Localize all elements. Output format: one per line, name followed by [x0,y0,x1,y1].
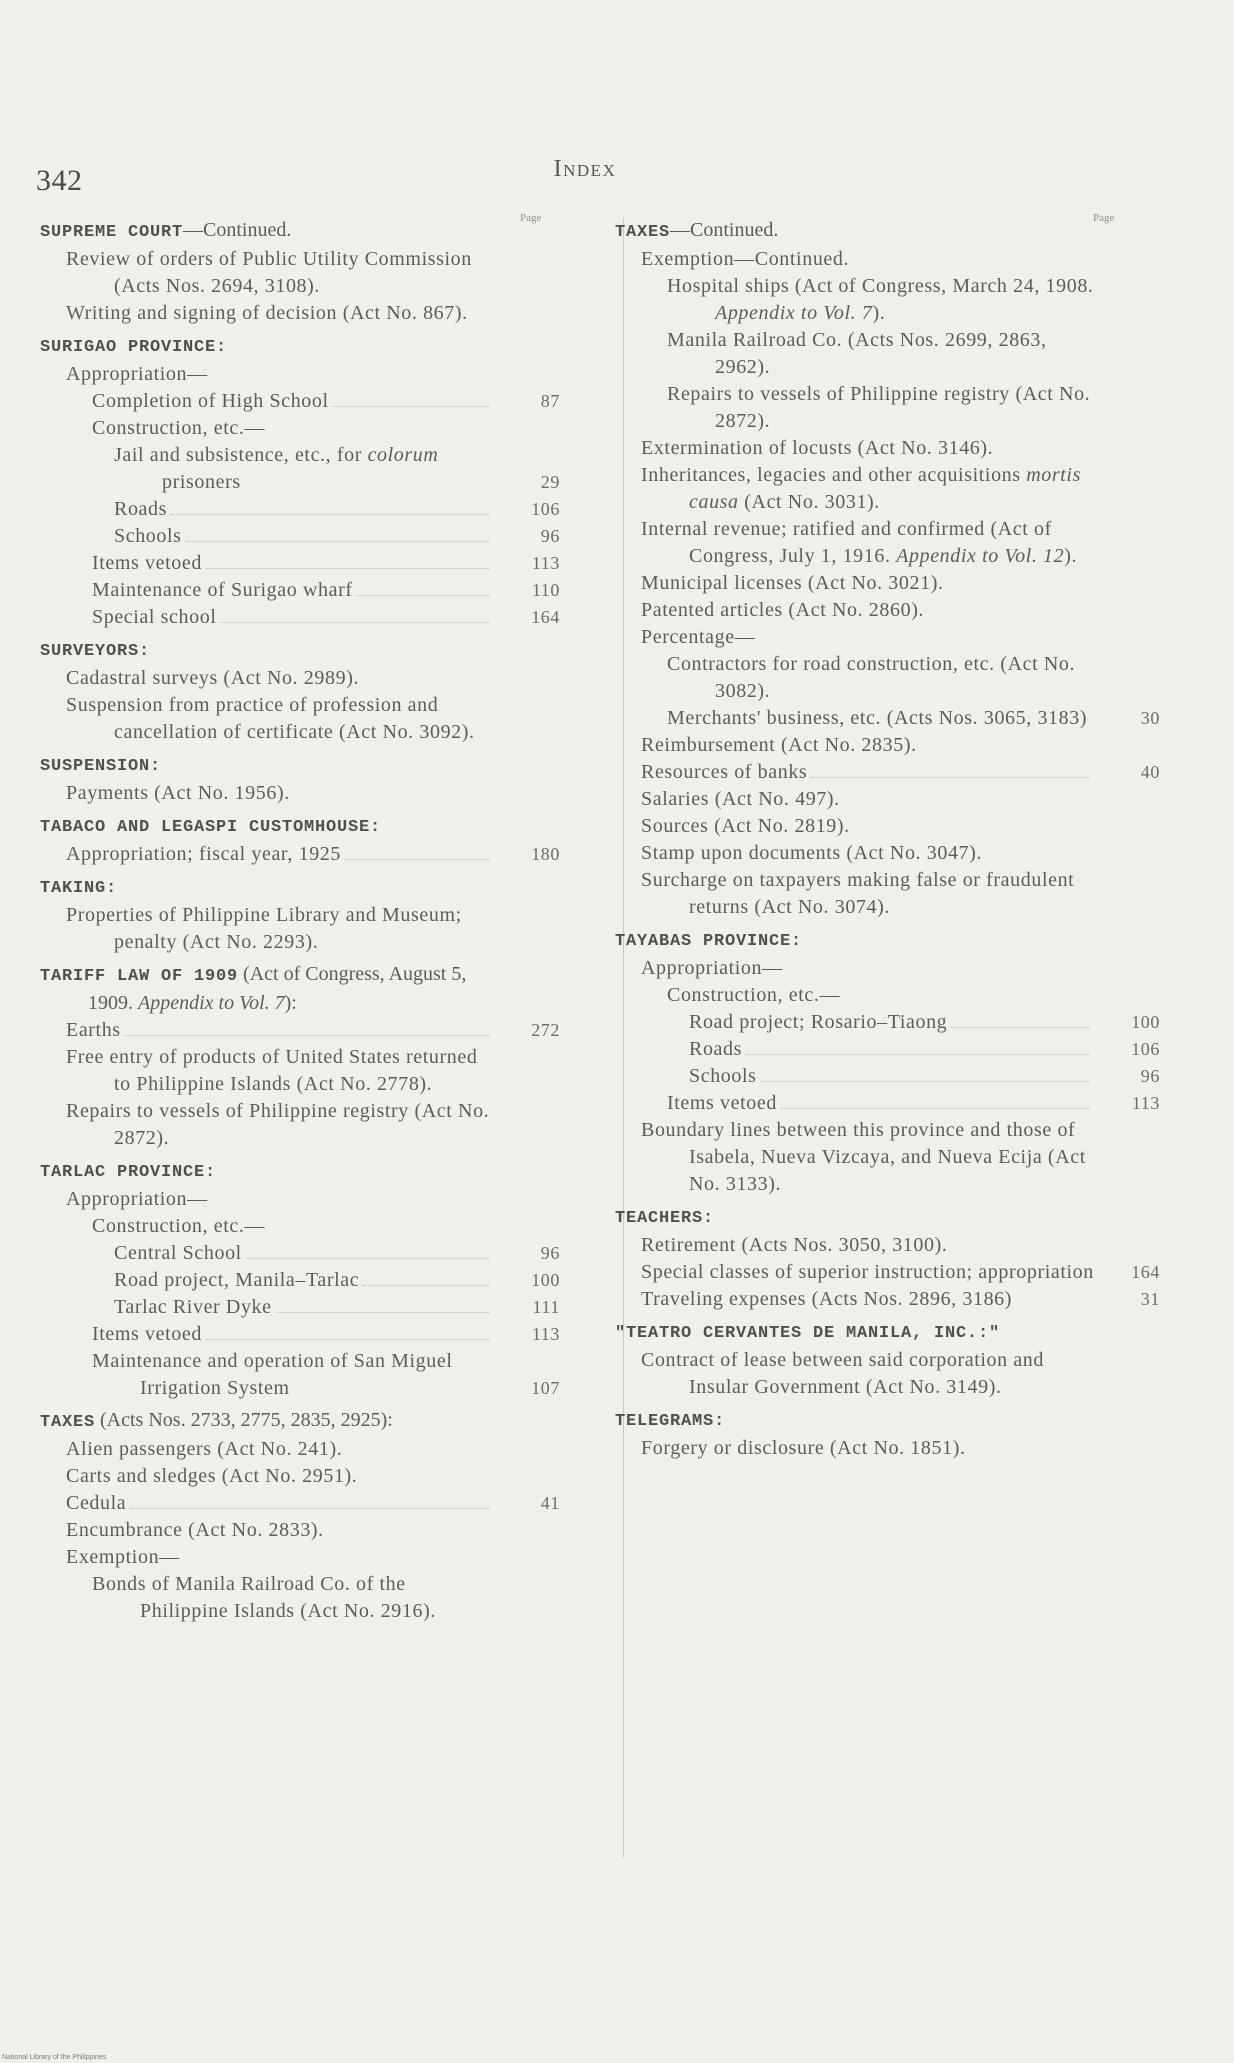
subline-text: Tarlac River Dyke [114,1296,272,1318]
entry-heading: SUSPENSION: [40,757,162,776]
entry-heading: TEACHERS: [615,1209,715,1228]
subline-text: Schools [689,1065,757,1087]
footer-note: National Library of the Philippines [2,2054,107,2061]
page-ref: 96 [540,1243,560,1263]
subline-text: Stamp upon documents (Act No. 3047). [641,842,983,864]
entry-subline [40,388,570,415]
subline-text-end: ). [1064,545,1078,567]
dot-leader [781,1108,1089,1109]
entry-heading: TELEGRAMS: [615,1412,726,1431]
entry-subline [40,902,570,956]
entry-subline [40,1517,570,1544]
subline-text: Boundary lines between this province and those of Isabela, Nueva Vizcaya, and Nueva Ecija (Act No. 3133). [641,1119,1086,1195]
entry-subline [615,435,1170,462]
subline-italic: Appendix to Vol. 7 [715,302,873,324]
entry-heading-line [40,751,570,780]
heading-continuation: —Continued. [670,219,779,241]
subline-text: Contractors for road construction, etc. (Act No. 3082). [667,653,1076,702]
page-ref: 164 [1131,1262,1160,1282]
subline-text: Special school [92,606,217,628]
entry-heading-line [40,873,570,902]
dot-leader [345,859,489,860]
entry-heading-line [40,1407,570,1436]
subline-text: Hospital ships (Act of Congress, March 24, 1908. [667,275,1094,297]
entry-heading-line [40,636,570,665]
entry-subline [615,1117,1170,1198]
entry-subline [615,1347,1170,1401]
index-entry [40,812,570,868]
entry-subline [40,1044,570,1098]
dot-leader [130,1508,489,1509]
subline-text: Percentage— [641,626,756,648]
entry-heading: TAYABAS PROVINCE: [615,932,803,951]
subline-text: Review of orders of Public Utility Commission (Acts Nos. 2694, 3108). [66,248,472,297]
entry-subline [615,1063,1170,1090]
entry-subline [40,1213,570,1240]
entry-subline [40,1348,570,1402]
subline-text: Free entry of products of United States returned to Philippine Islands (Act No. 2778). [66,1046,478,1095]
entry-heading: SURIGAO PROVINCE: [40,338,228,357]
entry-subline [40,1017,570,1044]
page-ref: 111 [532,1297,560,1317]
entry-subline [40,246,570,300]
subline-text: Items vetoed [92,552,202,574]
page-number: 342 [36,164,83,197]
page-ref: 113 [531,1324,560,1344]
entry-subline [40,577,570,604]
subline-text: Internal revenue; ratified and confirmed (Act of Congress, July 1, 1916. [641,518,1052,567]
index-entry [40,1407,570,1625]
subline-text-end: prisoners [162,471,241,493]
subline-text: Cadastral surveys (Act No. 2989). [66,667,360,689]
entry-heading-line [40,332,570,361]
page-ref: 96 [1140,1066,1160,1086]
page-ref: 31 [1140,1289,1160,1309]
subline-text: Appropriation— [66,1188,208,1210]
entry-subline [615,1259,1170,1286]
entry-subline [615,597,1170,624]
subline-text: Traveling expenses (Acts Nos. 2896, 3186) [641,1288,1013,1310]
index-column-right [615,212,1170,1462]
dot-leader [171,514,489,515]
index-entry [615,1318,1170,1401]
entry-subline [615,624,1170,651]
entry-heading: "TEATRO CERVANTES DE MANILA, INC.:" [615,1324,1001,1343]
entry-subline [40,1186,570,1213]
entry-subline [615,570,1170,597]
page-ref: 96 [540,526,560,546]
page-column-label: Page [520,212,542,224]
subline-text: Construction, etc.— [92,1215,266,1237]
subline-text: Sources (Act No. 2819). [641,815,850,837]
entry-heading-line [615,1203,1170,1232]
entry-subline [615,1286,1170,1313]
entry-subline [40,550,570,577]
index-column-left [40,212,570,1625]
entry-heading: TARLAC PROVINCE: [40,1163,217,1182]
subline-text-end: ). [872,302,886,324]
subline-text: Merchants' business, etc. (Acts Nos. 3065, 3183) [667,707,1088,729]
subline-text: Retirement (Acts Nos. 3050, 3100). [641,1234,948,1256]
dot-leader [246,1258,489,1259]
dot-leader [206,568,489,569]
subline-text: Central School [114,1242,242,1264]
dot-leader [761,1081,1089,1082]
subline-text: Suspension from practice of profession and cancellation of certificate (Act No. 3092). [66,694,475,743]
subline-text: Construction, etc.— [92,417,266,439]
page-ref: 110 [531,580,560,600]
subline-italic: Appendix to Vol. 12 [896,545,1065,567]
entry-subline [615,705,1170,732]
index-entry [40,961,570,1152]
subline-text: Writing and signing of decision (Act No. 867). [66,302,468,324]
entry-subline [40,1098,570,1152]
index-entry [40,751,570,807]
dot-leader [363,1285,489,1286]
subline-text: Repairs to vessels of Philippine registry (Act No. 2872). [66,1100,490,1149]
subline-text: Items vetoed [92,1323,202,1345]
entry-heading-line [40,1157,570,1186]
entry-heading: SURVEYORS: [40,642,151,661]
heading-continuation-end: ): [284,992,297,1014]
entry-heading: TAXES [615,223,671,242]
dot-leader [186,541,489,542]
entry-heading-line [615,1406,1170,1435]
entry-subline [40,523,570,550]
page-ref: 87 [540,391,560,411]
subline-text: Resources of banks [641,761,808,783]
entry-subline [40,841,570,868]
dot-leader [333,406,489,407]
entry-subline [615,1232,1170,1259]
entry-heading-line [615,1318,1170,1347]
subline-text: Municipal licenses (Act No. 3021). [641,572,944,594]
subline-text: Alien passengers (Act No. 241). [66,1438,343,1460]
page-ref: 272 [531,1020,560,1040]
subline-text: Encumbrance (Act No. 2833). [66,1519,324,1541]
entry-subline [615,1036,1170,1063]
entries-right [615,217,1170,1462]
index-entry [615,217,1170,921]
subline-text-end: (Act No. 3031). [738,491,880,513]
entry-subline [615,462,1170,516]
entry-subline [615,1090,1170,1117]
index-entry [40,217,570,327]
entry-heading-line [40,217,570,246]
page-ref: 41 [540,1493,560,1513]
entry-subline [615,651,1170,705]
subline-text: Exemption—Continued. [641,248,850,270]
entry-subline [615,813,1170,840]
entry-heading-line [615,926,1170,955]
entry-heading-line [615,217,1170,246]
subline-text: Construction, etc.— [667,984,841,1006]
heading-continuation-italic: Appendix to Vol. 7 [138,992,285,1014]
entry-subline [40,1294,570,1321]
subline-text: Surcharge on taxpayers making false or fraudulent returns (Act No. 3074). [641,869,1075,918]
dot-leader [357,595,489,596]
entry-subline [615,840,1170,867]
subline-text: Properties of Philippine Library and Museum; penalty (Act No. 2293). [66,904,462,953]
subline-text: Exemption— [66,1546,180,1568]
heading-continuation: (Acts Nos. 2733, 2775, 2835, 2925): [95,1409,393,1431]
subline-italic: mortis causa [689,464,1081,513]
subline-text: Salaries (Act No. 497). [641,788,840,810]
subline-text: Inheritances, legacies and other acquisitions [641,464,1027,486]
subline-text: Maintenance and operation of San Miguel Irrigation System [92,1350,453,1399]
entry-subline [615,982,1170,1009]
entry-subline [615,246,1170,273]
entry-subline [615,1009,1170,1036]
subline-text: Schools [114,525,182,547]
entry-subline [40,1267,570,1294]
entry-subline [40,1321,570,1348]
entry-heading-line [40,961,570,1017]
subline-text: Earths [66,1019,121,1041]
entry-subline [615,516,1170,570]
entry-subline [40,496,570,523]
subline-text: Cedula [66,1492,127,1514]
entry-subline [615,1435,1170,1462]
subline-text: Patented articles (Act No. 2860). [641,599,925,621]
page-column-label: Page [1093,212,1115,224]
entry-heading: TABACO AND LEGASPI CUSTOMHOUSE: [40,818,382,837]
subline-text: Road project; Rosario–Tiaong [689,1011,948,1033]
subline-text: Appropriation; fiscal year, 1925 [66,843,341,865]
subline-text: Payments (Act No. 1956). [66,782,290,804]
dot-leader [220,622,489,623]
entries-left [40,217,570,1625]
entry-heading-line [40,812,570,841]
subline-text: Maintenance of Surigao wharf [92,579,353,601]
subline-text: Completion of High School [92,390,329,412]
entry-subline [40,1544,570,1571]
page-ref: 30 [1140,708,1160,728]
subline-text: Appropriation— [66,363,208,385]
subline-text: Roads [114,498,167,520]
dot-leader [811,777,1089,778]
subline-text: Reimbursement (Act No. 2835). [641,734,917,756]
page-ref: 100 [1131,1012,1160,1032]
entry-heading: TAXES [40,1413,96,1432]
index-entry [40,332,570,631]
subline-text: Special classes of superior instruction; appropriation [641,1261,1094,1283]
dot-leader [125,1035,489,1036]
entry-subline [40,692,570,746]
index-entry [615,1406,1170,1462]
heading-continuation: (Act of Congress, August 5, 1909. [88,963,467,1014]
entry-subline [40,1490,570,1517]
subline-text: Carts and sledges (Act No. 2951). [66,1465,358,1487]
subline-text: Appropriation— [641,957,783,979]
entry-subline [40,1571,570,1625]
subline-text: Road project, Manila–Tarlac [114,1269,360,1291]
subline-text: Extermination of locusts (Act No. 3146). [641,437,994,459]
index-entry [40,1157,570,1402]
entry-subline [40,1463,570,1490]
subline-italic: colorum [367,444,439,466]
page-title: Index [553,156,617,182]
page-ref: 100 [531,1270,560,1290]
entry-subline [40,665,570,692]
entry-subline [615,955,1170,982]
entry-subline [615,786,1170,813]
entry-subline [40,1240,570,1267]
subline-text: Bonds of Manila Railroad Co. of the Philippine Islands (Act No. 2916). [92,1573,436,1622]
entry-subline [40,1436,570,1463]
entry-subline [40,442,570,496]
page-ref: 40 [1140,762,1160,782]
page-ref: 113 [1131,1093,1160,1113]
entry-heading: SUPREME COURT [40,223,184,242]
entry-subline [40,300,570,327]
entry-subline [40,415,570,442]
page-ref: 107 [531,1378,560,1398]
index-entry [615,926,1170,1198]
dot-leader [951,1027,1089,1028]
entry-subline [615,273,1170,327]
subline-text: Contract of lease between said corporation and Insular Government (Act No. 3149). [641,1349,1045,1398]
subline-text: Items vetoed [667,1092,777,1114]
page-ref: 106 [531,499,560,519]
heading-continuation: —Continued. [183,219,292,241]
index-entry [40,636,570,746]
entry-subline [615,759,1170,786]
subline-text: Forgery or disclosure (Act No. 1851). [641,1437,966,1459]
subline-text: Repairs to vessels of Philippine registry (Act No. 2872). [667,383,1091,432]
subline-text: Jail and subsistence, etc., for [114,444,368,466]
subline-text: Manila Railroad Co. (Acts Nos. 2699, 2863, 2962). [667,329,1047,378]
page-ref: 164 [531,607,560,627]
entry-heading: TARIFF LAW OF 1909 [40,967,239,986]
entry-subline [615,867,1170,921]
entry-subline [615,732,1170,759]
dot-leader [276,1312,489,1313]
page-ref: 180 [531,844,560,864]
entry-heading: TAKING: [40,879,118,898]
entry-subline [40,780,570,807]
entry-subline [40,361,570,388]
subline-text: Roads [689,1038,742,1060]
page-ref: 113 [531,553,560,573]
page-ref: 29 [540,472,560,492]
page-ref: 106 [1131,1039,1160,1059]
index-entry [40,873,570,956]
dot-leader [206,1339,489,1340]
entry-subline [615,381,1170,435]
entry-subline [615,327,1170,381]
index-entry [615,1203,1170,1313]
dot-leader [746,1054,1089,1055]
entry-subline [40,604,570,631]
